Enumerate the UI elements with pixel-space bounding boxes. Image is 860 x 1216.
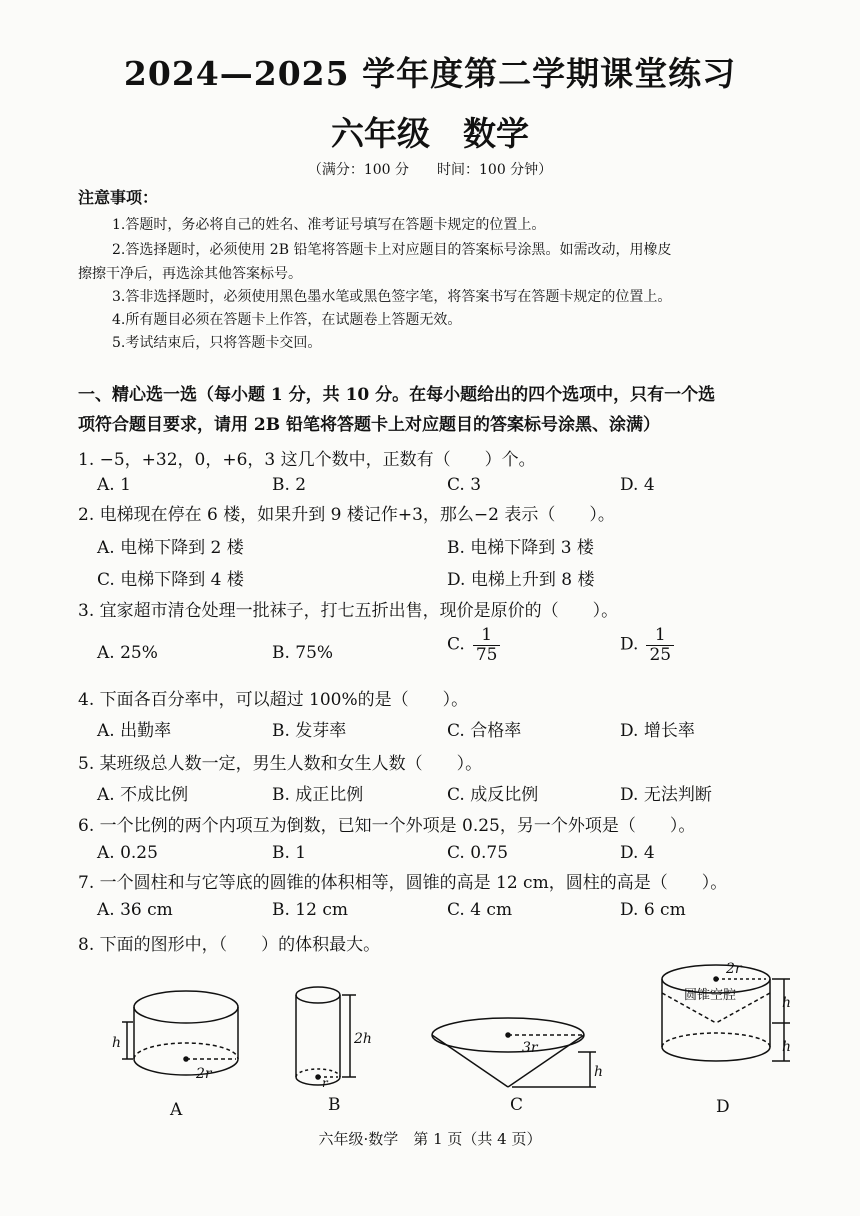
question-4: 4. 下面各百分率中，可以超过 100%的是（ ）。 [78, 690, 469, 710]
q2-option-c: C. 电梯下降到 4 楼 [97, 570, 244, 590]
note-item: 3.答非选择题时，必须使用黑色墨水笔或黑色签字笔，将答案书写在答题卡规定的位置上。 [112, 289, 672, 305]
q7-option-c: C. 4 cm [447, 900, 513, 920]
figure-a-height-label: h [112, 1035, 122, 1051]
figure-d-height-label-bottom: h [782, 1039, 792, 1055]
q5-option-c: C. 成反比例 [447, 785, 539, 805]
question-5: 5. 某班级总人数一定，男生人数和女生人数（ ）。 [78, 754, 483, 774]
q2-option-d: D. 电梯上升到 8 楼 [447, 570, 595, 590]
exam-info: （满分：100 分 时间：100 分钟） [307, 162, 553, 178]
q3-option-d [620, 626, 674, 664]
figure-b-height-label: 2h [354, 1031, 372, 1047]
figure-a-label: A [170, 1100, 183, 1120]
fraction-denominator: 25 [649, 644, 672, 665]
question-1: 1. −5，+32，0，+6，3 这几个数中，正数有（ ）个。 [78, 450, 536, 470]
q5-option-a: A. 不成比例 [97, 785, 189, 805]
q4-option-b: B. 发芽率 [272, 721, 347, 741]
figure-d-height-label-top: h [782, 995, 792, 1011]
figure-d-cavity-label: 圆锥空腔 [684, 988, 737, 1003]
figure-d-label: D [716, 1097, 730, 1117]
figure-b-cylinder [296, 987, 372, 1115]
q3-option-b: B. 75% [272, 643, 334, 663]
exam-title: 2024—2025 学年度第二学期课堂练习 [123, 54, 737, 93]
figure-b-label: B [328, 1095, 341, 1115]
figure-c-height-label: h [594, 1064, 604, 1080]
note-item: 1.答题时，务必将自己的姓名、准考证号填写在答题卡规定的位置上。 [112, 217, 546, 233]
note-item: 擦擦干净后，再选涂其他答案标号。 [78, 266, 302, 282]
question-2: 2. 电梯现在停在 6 楼，如果升到 9 楼记作+3，那么−2 表示（ ）。 [78, 505, 615, 525]
q1-option-a: A. 1 [97, 475, 131, 495]
q2-option-b: B. 电梯下降到 3 楼 [447, 538, 594, 558]
section-heading: 一、精心选一选（每小题 1 分，共 10 分。在每小题给出的四个选项中，只有一个选 [78, 385, 716, 405]
q4-option-a: A. 出勤率 [97, 721, 172, 741]
section-heading-cont: 项符合题目要求，请用 2B 铅笔将答题卡上对应题目的答案标号涂黑、涂满） [78, 415, 661, 435]
note-item: 4.所有题目必须在答题卡上作答，在试题卷上答题无效。 [112, 312, 462, 328]
q2-option-a: A. 电梯下降到 2 楼 [97, 538, 244, 558]
q1-option-b: B. 2 [272, 475, 307, 495]
figure-a-radius-label: 2r [196, 1066, 212, 1082]
figure-b-radius-label: r [322, 1076, 328, 1090]
figure-c-radius-label: 3r [522, 1040, 538, 1056]
q6-option-b: B. 1 [272, 843, 307, 863]
q5-option-d: D. 无法判断 [620, 785, 712, 805]
notes-heading: 注意事项： [78, 188, 159, 207]
question-3: 3. 宜家超市清仓处理一批袜子，打七五折出售，现价是原价的（ ）。 [78, 601, 619, 621]
q4-option-d: D. 增长率 [620, 721, 695, 741]
q3-option-d-letter: D. [620, 634, 639, 655]
solid-figures [0, 955, 860, 1125]
q3-option-a: A. 25% [97, 643, 158, 663]
q1-option-c: C. 3 [447, 475, 482, 495]
q4-option-c: C. 合格率 [447, 721, 522, 741]
fraction-numerator: 1 [473, 626, 501, 646]
note-item: 2.答选择题时，必须使用 2B 铅笔将答题卡上对应题目的答案标号涂黑。如需改动，用橡皮 [112, 242, 672, 258]
q7-option-d: D. 6 cm [620, 900, 686, 920]
fraction [646, 626, 674, 664]
figure-c-cone [432, 1018, 603, 1115]
figure-a-cylinder [112, 991, 238, 1120]
fraction [473, 626, 501, 664]
question-8: 8. 下面的图形中，（ ）的体积最大。 [78, 935, 381, 955]
page-footer: 六年级·数学 第 1 页（共 4 页） [318, 1130, 542, 1148]
q6-option-d: D. 4 [620, 843, 655, 863]
q7-option-b: B. 12 cm [272, 900, 348, 920]
q3-option-c-letter: C. [447, 634, 465, 655]
q3-option-c [447, 626, 500, 664]
fraction-numerator: 1 [646, 626, 674, 646]
question-7: 7. 一个圆柱和与它等底的圆锥的体积相等，圆锥的高是 12 cm，圆柱的高是（ ）。 [78, 873, 728, 893]
figure-c-label: C [510, 1095, 524, 1115]
exam-subtitle: 六年级 数学 [331, 114, 529, 153]
q7-option-a: A. 36 cm [97, 900, 173, 920]
figure-d-radius-label: 2r [726, 961, 742, 977]
figure-d-cylinder-with-cavity [662, 961, 791, 1117]
q6-option-c: C. 0.75 [447, 843, 509, 863]
fraction-denominator: 75 [475, 644, 498, 665]
q5-option-b: B. 成正比例 [272, 785, 364, 805]
note-item: 5.考试结束后，只将答题卡交回。 [112, 335, 322, 351]
question-6: 6. 一个比例的两个内项互为倒数，已知一个外项是 0.25，另一个外项是（ ）。 [78, 816, 696, 836]
q6-option-a: A. 0.25 [97, 843, 158, 863]
q1-option-d: D. 4 [620, 475, 655, 495]
